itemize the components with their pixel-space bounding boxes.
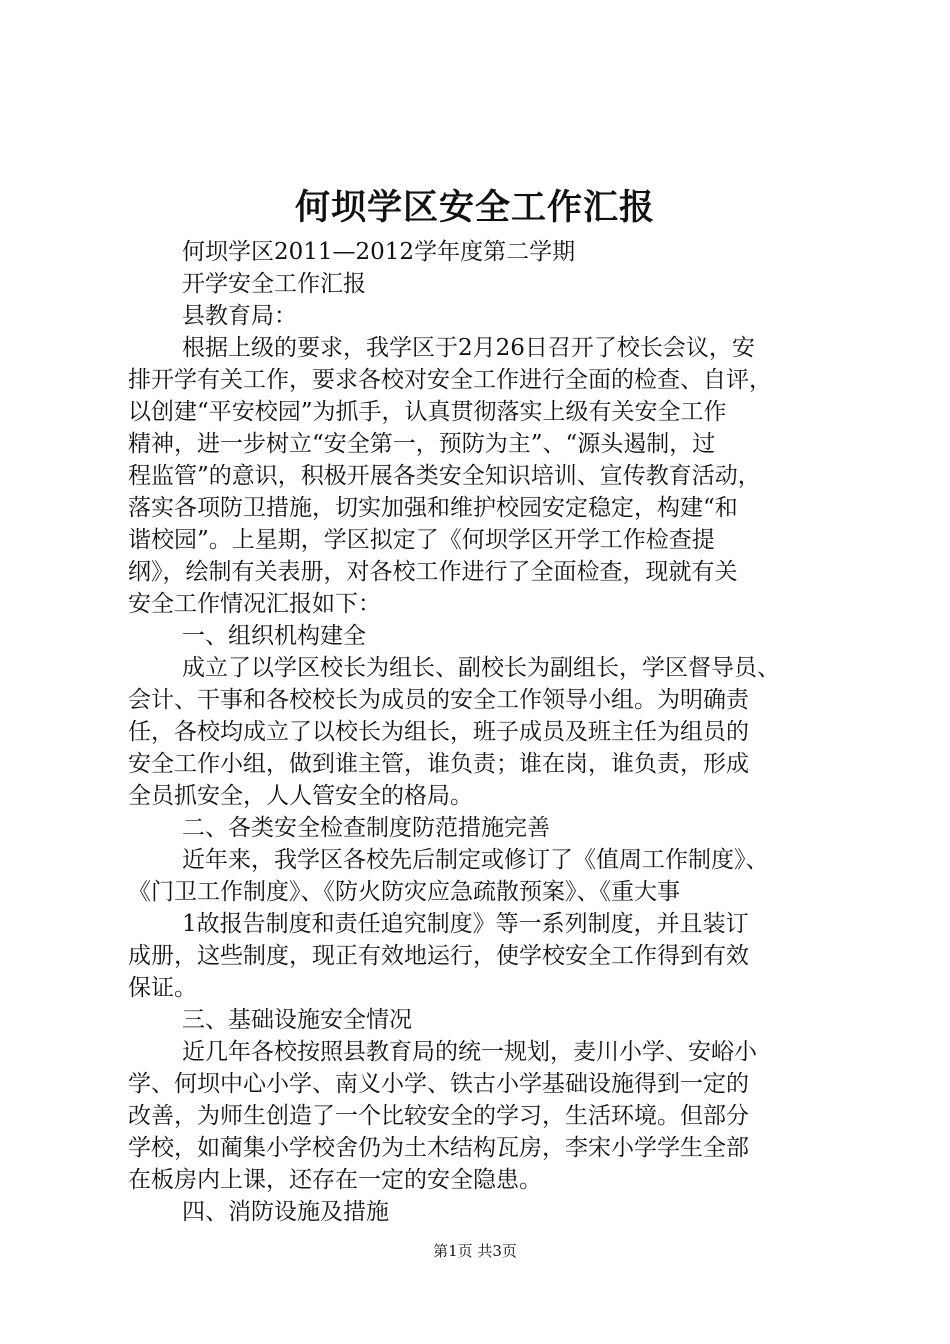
text-line: 《门卫工作制度》、《防火防灾应急疏散预案》、《重大事 — [128, 879, 680, 905]
text-line: 以创建“平安校园”为抓手，认真贯彻落实上级有关安全工作 — [128, 399, 727, 425]
text-line: 安全工作小组，做到谁主管，谁负责；谁在岗，谁负责，形成 — [128, 751, 749, 777]
document-body — [128, 236, 833, 1228]
text-line: 县教育局： — [182, 303, 297, 329]
text-line: 精神，进一步树立“安全第一，预防为主”、“源头遏制，过 — [128, 431, 716, 457]
text-line: 一、组织机构建全 — [182, 623, 366, 649]
text-line: 近年来，我学区各校先后制定或修订了《值周工作制度》、 — [182, 847, 769, 873]
text-line: 近几年各校按照县教育局的统一规划，麦川小学、安峪小 — [182, 1039, 757, 1065]
text-line: 会计、干事和各校校长为成员的安全工作领导小组。为明确责 — [128, 687, 749, 713]
text-line: 全员抓安全，人人管安全的格局。 — [128, 783, 473, 809]
text-line: 在板房内上课，还存在一定的安全隐患。 — [128, 1167, 542, 1193]
text-line: 程监管”的意识，积极开展各类安全知识培训、宣传教育活动， — [128, 463, 761, 489]
page-footer: 第1页 共3页 — [433, 1242, 517, 1260]
text-line: 三、基础设施安全情况 — [182, 1007, 412, 1033]
text-line: 纲》，绘制有关表册，对各校工作进行了全面检查，现就有关 — [128, 559, 738, 585]
text-line: 谐校园”。上星期，学区拟定了《何坝学区开学工作检查提 — [128, 527, 715, 553]
text-line: 开学安全工作汇报 — [182, 271, 366, 297]
text-line: 1故报告制度和责任追究制度》等一系列制度，并且装订 — [182, 911, 749, 937]
text-line: 成立了以学区校长为组长、副校长为副组长，学区督导员、 — [182, 655, 780, 681]
text-line: 保证。 — [128, 975, 197, 1001]
text-line: 何坝学区2011—2012学年度第二学期 — [182, 239, 576, 265]
text-line: 落实各项防卫措施，切实加强和维护校园安定稳定，构建“和 — [128, 495, 738, 521]
text-line: 学校，如蔺集小学校舍仍为土木结构瓦房，李宋小学学生全部 — [128, 1135, 749, 1161]
text-line: 安全工作情况汇报如下： — [128, 591, 381, 617]
text-line: 任，各校均成立了以校长为组长，班子成员及班主任为组员的 — [128, 719, 749, 745]
text-line: 改善，为师生创造了一个比较安全的学习，生活环境。但部分 — [128, 1103, 749, 1129]
text-line: 二、各类安全检查制度防范措施完善 — [182, 815, 550, 841]
text-line: 四、消防设施及措施 — [182, 1199, 389, 1225]
text-line: 排开学有关工作，要求各校对安全工作进行全面的检查、自评， — [128, 367, 772, 393]
text-line: 根据上级的要求，我学区于2月26日召开了校长会议，安 — [182, 335, 755, 361]
text-line: 成册，这些制度，现正有效地运行，使学校安全工作得到有效 — [128, 943, 749, 969]
text-line: 学、何坝中心小学、南义小学、铁古小学基础设施得到一定的 — [128, 1071, 749, 1097]
document-title: 何坝学区安全工作汇报 — [294, 187, 655, 228]
